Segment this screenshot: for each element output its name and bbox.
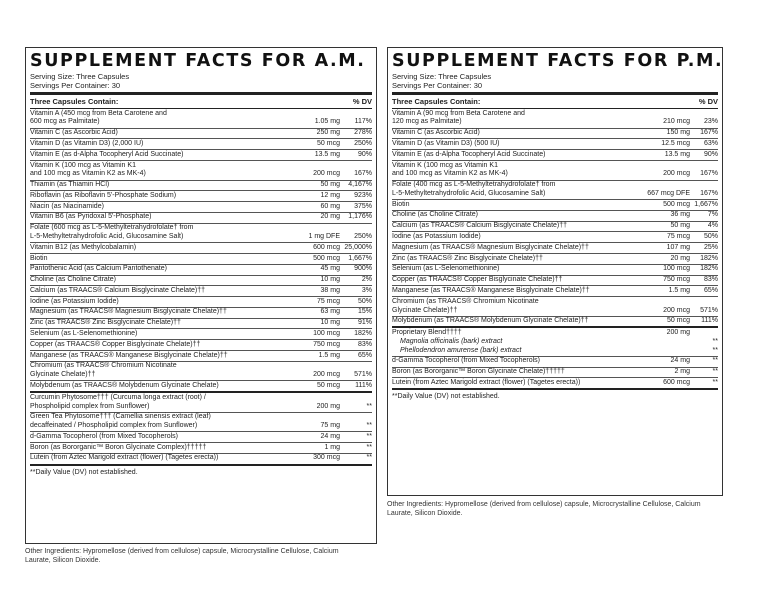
nutrient-name bbox=[30, 330, 288, 339]
nutrient-name-text: Biotin bbox=[30, 254, 48, 262]
nutrient-daily-value: 90% bbox=[357, 150, 372, 158]
nutrient-name-text: Lutein (from Aztec Marigold extract (flower) (Tagetes erecta)) bbox=[392, 379, 581, 386]
nutrient-amount: 24 mg bbox=[320, 432, 340, 440]
nutrient-daily-value: 50% bbox=[703, 233, 718, 241]
nutrient-name-text: Biotin bbox=[392, 200, 410, 208]
nutrient-name-text: Zinc (as TRAACS® Zinc Bisglycinate Chelate)†† bbox=[30, 319, 181, 327]
pm-header-label: Three Capsules Contain: bbox=[392, 97, 481, 106]
nutrient-name-text: Thiamin (as Thiamin HCl) bbox=[30, 181, 110, 189]
nutrient-daily-value: ** bbox=[366, 432, 372, 440]
nutrient-name-text: Lutein (from Aztec Marigold extract (flower) (Tagetes erecta)) bbox=[30, 454, 219, 462]
nutrient-row bbox=[30, 265, 372, 276]
nutrient-amount: 63 mg bbox=[320, 308, 340, 316]
nutrient-name-text: Iodine (as Potassium Iodide) bbox=[392, 233, 481, 241]
nutrient-row bbox=[392, 276, 718, 287]
nutrient-name bbox=[30, 341, 288, 350]
nutrient-daily-value: 83% bbox=[703, 276, 718, 284]
nutrient-name bbox=[392, 151, 634, 160]
nutrient-amount: 600 mcg bbox=[663, 379, 690, 386]
nutrient-row bbox=[392, 297, 718, 317]
nutrient-name-text: Vitamin D (as Vitamin D3) (2,000 IU) bbox=[30, 139, 144, 147]
nutrient-row bbox=[30, 213, 372, 224]
nutrient-amount: 12.5 mcg bbox=[661, 139, 690, 147]
nutrient-daily-value: 90% bbox=[703, 150, 718, 158]
nutrient-name bbox=[392, 211, 634, 220]
nutrient-amount: 100 mcg bbox=[663, 265, 690, 273]
nutrient-name-text: Folate (600 mcg as L-5-Methyltetrahydrofolate† from L-5-Methyltetrahydrofolic Acid, Glucosamine Salt) bbox=[30, 224, 194, 241]
am-panel-title: SUPPLEMENT FACTS FOR A.M. bbox=[30, 51, 366, 71]
pm-serving-size: Serving Size: Three Capsules bbox=[392, 72, 492, 81]
nutrient-amount: 12 mg bbox=[320, 191, 340, 199]
nutrient-daily-value: 65% bbox=[703, 286, 718, 294]
blend-ingredient: Phellodendron amurense (bark) extract bbox=[400, 346, 522, 354]
pm-header-dv: % DV bbox=[698, 97, 718, 106]
nutrient-amount: 1.5 mg bbox=[318, 351, 340, 359]
nutrient-amount: 38 mg bbox=[320, 286, 340, 294]
nutrient-name bbox=[30, 382, 288, 391]
nutrient-amount: 600 mcg bbox=[313, 243, 340, 251]
nutrient-amount: 750 mcg bbox=[313, 340, 340, 348]
nutrient-row bbox=[392, 328, 718, 356]
nutrient-daily-value: 4,167% bbox=[348, 181, 372, 189]
nutrient-row bbox=[30, 129, 372, 140]
nutrient-row bbox=[30, 161, 372, 181]
nutrient-daily-value: 4% bbox=[707, 222, 718, 230]
nutrient-name bbox=[30, 287, 288, 296]
nutrient-daily-value: 111% bbox=[701, 317, 718, 325]
nutrient-amount: 45 mg bbox=[320, 265, 340, 273]
nutrient-name-text: Magnesium (as TRAACS® Magnesium Bisglycinate Chelate)†† bbox=[30, 308, 227, 316]
nutrient-daily-value: 900% bbox=[354, 265, 372, 273]
nutrient-row bbox=[392, 357, 718, 368]
nutrient-amount: 20 mg bbox=[320, 213, 340, 221]
nutrient-name bbox=[392, 379, 634, 388]
nutrient-name-text: Boron (as Bororganic™ Boron Glycinate Chelate)††††† bbox=[392, 368, 565, 376]
pm-other-ingredients: Other Ingredients: Hypromellose (derived from cellulose) capsule, Microcrystalline Cellulose, Calcium Laurate, Silicon Dioxide. bbox=[387, 501, 701, 517]
nutrient-name bbox=[392, 255, 634, 264]
nutrient-row bbox=[392, 139, 718, 150]
nutrient-name-text: Chromium (as TRAACS® Chromium Nicotinate Glycinate Chelate)†† bbox=[392, 297, 539, 314]
nutrient-name bbox=[30, 181, 288, 190]
nutrient-name-text: Proprietary Blend†††† bbox=[392, 329, 462, 337]
nutrient-name-text: Green Tea Phytosome††† (Camellia sinensis extract (leaf) decaffeinated / Phospholipid complex from Sunflower) bbox=[30, 413, 211, 430]
nutrient-name bbox=[392, 201, 634, 210]
nutrient-daily-value: 250% bbox=[354, 233, 372, 241]
nutrient-name-text: Iodine (as Potassium Iodide) bbox=[30, 297, 119, 305]
nutrient-name bbox=[392, 181, 634, 199]
nutrient-name bbox=[30, 352, 288, 361]
nutrient-daily-value: 167% bbox=[354, 170, 372, 178]
nutrient-name bbox=[30, 192, 288, 201]
nutrient-row bbox=[30, 109, 372, 129]
nutrient-name-text: Choline (as Choline Citrate) bbox=[392, 211, 478, 219]
nutrient-row bbox=[392, 129, 718, 140]
nutrient-name-text: Pantothenic Acid (as Calcium Pantothenate) bbox=[30, 265, 167, 273]
nutrient-name-text: Calcium (as TRAACS® Calcium Bisglycinate Chelate)†† bbox=[30, 286, 206, 294]
nutrient-daily-value: 117% bbox=[354, 118, 372, 126]
nutrient-daily-value: 1,176% bbox=[348, 213, 372, 221]
pm-nutrient-table bbox=[392, 109, 718, 390]
nutrient-amount: 13.5 mg bbox=[314, 150, 340, 158]
am-supplement-facts-panel bbox=[25, 47, 377, 544]
nutrient-daily-value: 167% bbox=[700, 129, 718, 137]
nutrient-name bbox=[30, 362, 288, 380]
nutrient-row bbox=[30, 139, 372, 150]
nutrient-amount: 50 mcg bbox=[317, 381, 340, 389]
nutrient-daily-value: 25,000% bbox=[344, 243, 372, 251]
nutrient-amount: 500 mcg bbox=[313, 254, 340, 262]
nutrient-amount: 1 mg DFE bbox=[308, 233, 340, 241]
nutrient-name-text: Molybdenum (as TRAACS® Molybdenum Glycinate Chelate) bbox=[30, 381, 219, 389]
nutrient-row bbox=[392, 378, 718, 390]
nutrient-row bbox=[392, 222, 718, 233]
nutrient-name bbox=[30, 433, 288, 442]
nutrient-row bbox=[30, 454, 372, 466]
nutrient-row bbox=[392, 200, 718, 211]
nutrient-amount: 1.5 mg bbox=[668, 286, 690, 294]
nutrient-daily-value: 375% bbox=[354, 202, 372, 210]
nutrient-row bbox=[30, 297, 372, 308]
nutrient-row bbox=[30, 254, 372, 265]
nutrient-name-text: Choline (as Choline Citrate) bbox=[30, 276, 116, 284]
nutrient-name-text: Selenium (as L-Selenomethionine) bbox=[392, 265, 500, 273]
nutrient-daily-value: 65% bbox=[357, 351, 372, 359]
nutrient-amount: 200 mcg bbox=[663, 170, 690, 178]
nutrient-amount: 200 mg bbox=[316, 402, 340, 410]
nutrient-name bbox=[392, 265, 634, 274]
nutrient-daily-value: 23% bbox=[703, 118, 718, 126]
nutrient-name bbox=[30, 444, 288, 453]
nutrient-daily-value: ** bbox=[712, 357, 718, 365]
nutrient-daily-value: 250% bbox=[354, 139, 372, 147]
am-serving-size: Serving Size: Three Capsules bbox=[30, 72, 130, 81]
pm-supplement-facts-panel bbox=[387, 47, 723, 496]
am-header-dv: % DV bbox=[352, 97, 372, 106]
nutrient-row bbox=[30, 362, 372, 382]
nutrient-row bbox=[30, 381, 372, 393]
nutrient-name bbox=[392, 298, 634, 316]
nutrient-daily-value: 571% bbox=[354, 371, 372, 379]
nutrient-name bbox=[30, 213, 288, 222]
nutrient-daily-value: 182% bbox=[354, 330, 372, 338]
nutrient-daily-value: 83% bbox=[357, 340, 372, 348]
nutrient-amount: 50 mg bbox=[320, 181, 340, 189]
nutrient-daily-value: 25% bbox=[703, 243, 718, 251]
nutrient-amount: 10 mg bbox=[320, 319, 340, 327]
pm-footnote: **Daily Value (DV) not established. bbox=[392, 393, 500, 401]
nutrient-name-text: Copper (as TRAACS® Copper Bisglycinate Chelate)†† bbox=[392, 276, 563, 284]
am-servings-per-container: Servings Per Container: 30 bbox=[30, 81, 121, 90]
nutrient-name bbox=[392, 244, 634, 253]
nutrient-name-text: Manganese (as TRAACS® Manganese Bisglycinate Chelate)†† bbox=[392, 286, 590, 294]
nutrient-amount: 50 mcg bbox=[667, 317, 690, 325]
nutrient-amount: 250 mg bbox=[316, 129, 340, 137]
nutrient-amount: 1.05 mg bbox=[314, 118, 340, 126]
nutrient-name-text: d-Gamma Tocopherol (from Mixed Tocopherols) bbox=[30, 432, 178, 440]
nutrient-name bbox=[30, 276, 288, 285]
nutrient-row bbox=[30, 224, 372, 244]
nutrient-amount: 1 mg bbox=[324, 443, 340, 451]
nutrient-amount: 750 mcg bbox=[663, 276, 690, 284]
nutrient-amount: 50 mg bbox=[670, 222, 690, 230]
nutrient-daily-value: ** bbox=[366, 402, 372, 410]
nutrient-amount: 2 mg bbox=[674, 368, 690, 376]
nutrient-amount: 200 mcg bbox=[313, 371, 340, 379]
nutrient-name bbox=[30, 203, 288, 212]
nutrient-daily-value: 2% bbox=[361, 276, 372, 284]
pm-table-header bbox=[392, 95, 718, 109]
nutrient-name-text: Vitamin D (as Vitamin D3) (500 IU) bbox=[392, 139, 500, 147]
nutrient-daily-value: 167% bbox=[700, 189, 718, 197]
nutrient-row bbox=[30, 413, 372, 433]
nutrient-row bbox=[30, 150, 372, 161]
blend-ingredient: Magnolia officinalis (bark) extract bbox=[400, 337, 503, 345]
nutrient-name bbox=[30, 265, 288, 274]
nutrient-amount: 200 mcg bbox=[663, 306, 690, 314]
nutrient-daily-value: ** bbox=[366, 422, 372, 430]
nutrient-row bbox=[30, 319, 372, 330]
nutrient-name-text: Niacin (as Niacinamide) bbox=[30, 202, 104, 210]
nutrient-name-text: Curcumin Phytosome††† (Curcuma longa extract (root) / Phospholipid complex from Sunflower) bbox=[30, 393, 206, 410]
nutrient-row bbox=[30, 191, 372, 202]
am-other-ingredients: Other Ingredients: Hypromellose (derived from cellulose) capsule, Microcrystalline Cellulose, Calcium Laurate, Silicon Dioxide. bbox=[25, 548, 339, 564]
nutrient-row bbox=[30, 308, 372, 319]
nutrient-name-text: Molybdenum (as TRAACS® Molybdenum Glycinate Chelate)†† bbox=[392, 317, 589, 325]
nutrient-daily-value: 278% bbox=[354, 129, 372, 137]
nutrient-name bbox=[30, 244, 288, 253]
blend-ingredient-dv: ** bbox=[712, 346, 718, 354]
nutrient-amount: 75 mcg bbox=[667, 233, 690, 241]
nutrient-daily-value: 7% bbox=[707, 211, 718, 219]
nutrient-daily-value: ** bbox=[366, 454, 372, 462]
nutrient-amount: 10 mg bbox=[320, 276, 340, 284]
nutrient-name-text: Boron (as Bororganic™ Boron Glycinate Complex)††††† bbox=[30, 443, 207, 451]
nutrient-row bbox=[30, 181, 372, 192]
nutrient-amount: 20 mg bbox=[670, 254, 690, 262]
nutrient-name-text: Chromium (as TRAACS® Chromium Nicotinate Glycinate Chelate)†† bbox=[30, 362, 177, 379]
am-footnote: **Daily Value (DV) not established. bbox=[30, 468, 138, 476]
pm-panel-title: SUPPLEMENT FACTS FOR P.M. bbox=[392, 51, 724, 71]
nutrient-amount: 75 mcg bbox=[317, 297, 340, 305]
nutrient-name-text: Folate (400 mcg as L-5-Methyltetrahydrofolate† from L-5-Methyltetrahydrofolic Acid, Glucosamine Salt) bbox=[392, 181, 556, 197]
nutrient-name-text: Vitamin K (100 mcg as Vitamin K1 and 100 mcg as Vitamin K2 as MK-4) bbox=[392, 161, 508, 178]
nutrient-name bbox=[392, 287, 634, 296]
nutrient-daily-value: 571% bbox=[700, 306, 718, 314]
nutrient-name bbox=[30, 255, 288, 264]
nutrient-row bbox=[392, 181, 718, 201]
nutrient-name-text: Vitamin E (as d-Alpha Tocopheryl Acid Succinate) bbox=[30, 150, 184, 158]
blend-ingredient-dv: ** bbox=[712, 337, 718, 345]
nutrient-daily-value bbox=[690, 329, 718, 355]
nutrient-name bbox=[30, 298, 288, 307]
nutrient-name-text: Vitamin A (450 mcg from Beta Carotene and 600 mcg as Palmitate) bbox=[30, 109, 167, 126]
nutrient-name bbox=[30, 151, 288, 160]
nutrient-daily-value: 923% bbox=[354, 191, 372, 199]
nutrient-name bbox=[392, 129, 634, 138]
nutrient-amount: 60 mg bbox=[320, 202, 340, 210]
nutrient-row bbox=[392, 254, 718, 265]
nutrient-name bbox=[30, 413, 288, 431]
nutrient-name-text: Vitamin K (100 mcg as Vitamin K1 and 100 mcg as Vitamin K2 as MK-4) bbox=[30, 161, 146, 178]
nutrient-row bbox=[30, 340, 372, 351]
nutrient-name bbox=[392, 110, 634, 128]
nutrient-row bbox=[30, 443, 372, 454]
nutrient-row bbox=[30, 329, 372, 340]
nutrient-name bbox=[392, 162, 634, 180]
nutrient-name-text: Riboflavin (as Riboflavin 5'-Phosphate Sodium) bbox=[30, 191, 177, 199]
nutrient-daily-value: 63% bbox=[703, 139, 718, 147]
nutrient-row bbox=[392, 317, 718, 329]
am-nutrient-table bbox=[30, 109, 372, 466]
nutrient-daily-value: 1,667% bbox=[694, 200, 718, 208]
nutrient-name bbox=[392, 357, 634, 366]
nutrient-amount: 200 mcg bbox=[313, 170, 340, 178]
nutrient-daily-value: 1,667% bbox=[348, 254, 372, 262]
nutrient-row bbox=[392, 286, 718, 297]
nutrient-daily-value: 167% bbox=[700, 170, 718, 178]
nutrient-name-text: Vitamin E (as d-Alpha Tocopheryl Acid Succinate) bbox=[392, 150, 546, 158]
nutrient-name bbox=[30, 319, 288, 328]
nutrient-daily-value: ** bbox=[712, 368, 718, 376]
nutrient-row bbox=[392, 265, 718, 276]
nutrient-amount: 24 mg bbox=[670, 357, 690, 365]
nutrient-daily-value: 111% bbox=[355, 381, 372, 389]
nutrient-daily-value: 50% bbox=[357, 297, 372, 305]
nutrient-daily-value: ** bbox=[712, 379, 718, 386]
nutrient-row bbox=[392, 211, 718, 222]
nutrient-name bbox=[30, 308, 288, 317]
nutrient-amount: 75 mg bbox=[320, 422, 340, 430]
nutrient-name-text: Magnesium (as TRAACS® Magnesium Bisglycinate Chelate)†† bbox=[392, 243, 589, 251]
nutrient-name bbox=[392, 276, 634, 285]
nutrient-amount: 13.5 mg bbox=[664, 150, 690, 158]
nutrient-daily-value: 3% bbox=[361, 286, 372, 294]
nutrient-amount: 150 mg bbox=[666, 129, 690, 137]
nutrient-amount: 100 mcg bbox=[313, 330, 340, 338]
nutrient-name bbox=[30, 110, 288, 128]
nutrient-daily-value: 91% bbox=[357, 319, 372, 327]
nutrient-row bbox=[392, 368, 718, 379]
nutrient-amount: 210 mcg bbox=[663, 118, 690, 126]
nutrient-name bbox=[30, 394, 288, 412]
am-header-label: Three Capsules Contain: bbox=[30, 97, 119, 106]
nutrient-amount: 667 mcg DFE bbox=[647, 189, 690, 197]
nutrient-name bbox=[392, 233, 634, 242]
nutrient-name bbox=[30, 162, 288, 180]
nutrient-row bbox=[30, 202, 372, 213]
nutrient-daily-value: 15% bbox=[357, 308, 372, 316]
nutrient-row bbox=[30, 393, 372, 413]
nutrient-daily-value: ** bbox=[366, 443, 372, 451]
nutrient-row bbox=[30, 243, 372, 254]
nutrient-row bbox=[30, 286, 372, 297]
nutrient-row bbox=[30, 276, 372, 287]
nutrient-name-text: Vitamin B12 (as Methylcobalamin) bbox=[30, 243, 137, 251]
nutrient-row bbox=[392, 161, 718, 181]
nutrient-name-text: Zinc (as TRAACS® Zinc Bisglycinate Chelate)†† bbox=[392, 254, 543, 262]
nutrient-amount: 300 mcg bbox=[313, 454, 340, 462]
am-table-header bbox=[30, 95, 372, 109]
nutrient-daily-value: 182% bbox=[700, 254, 718, 262]
nutrient-name-text: Vitamin A (90 mcg from Beta Carotene and 120 mcg as Palmitate) bbox=[392, 109, 525, 126]
nutrient-name-text: Manganese (as TRAACS® Manganese Bisglycinate Chelate)†† bbox=[30, 351, 228, 359]
nutrient-name-text: Vitamin C (as Ascorbic Acid) bbox=[30, 129, 118, 137]
nutrient-name bbox=[392, 140, 634, 149]
nutrient-name-text: Calcium (as TRAACS® Calcium Bisglycinate Chelate)†† bbox=[392, 222, 568, 230]
nutrient-name bbox=[392, 329, 634, 355]
nutrient-name-text: Copper (as TRAACS® Copper Bisglycinate Chelate)†† bbox=[30, 340, 201, 348]
nutrient-name bbox=[30, 140, 288, 149]
pm-servings-per-container: Servings Per Container: 30 bbox=[392, 81, 483, 90]
nutrient-name bbox=[30, 224, 288, 242]
nutrient-row bbox=[392, 243, 718, 254]
nutrient-name-text: Selenium (as L-Selenomethionine) bbox=[30, 330, 138, 338]
nutrient-name bbox=[392, 222, 634, 231]
nutrient-amount: 36 mg bbox=[670, 211, 690, 219]
nutrient-name bbox=[30, 454, 288, 463]
nutrient-name bbox=[392, 368, 634, 377]
nutrient-name bbox=[30, 129, 288, 138]
nutrient-row bbox=[392, 150, 718, 161]
nutrient-amount: 50 mcg bbox=[317, 139, 340, 147]
nutrient-amount: 500 mcg bbox=[663, 200, 690, 208]
nutrient-amount: 200 mg bbox=[666, 329, 690, 337]
nutrient-name-text: Vitamin B6 (as Pyridoxal 5'-Phosphate) bbox=[30, 213, 152, 221]
nutrient-name-text: d-Gamma Tocopherol (from Mixed Tocopherols) bbox=[392, 357, 540, 365]
nutrient-row bbox=[30, 432, 372, 443]
nutrient-name bbox=[392, 317, 634, 326]
nutrient-row bbox=[392, 109, 718, 129]
nutrient-row bbox=[30, 351, 372, 362]
nutrient-name-text: Vitamin C (as Ascorbic Acid) bbox=[392, 129, 480, 137]
nutrient-row bbox=[392, 232, 718, 243]
nutrient-daily-value: 182% bbox=[700, 265, 718, 273]
nutrient-amount: 107 mg bbox=[666, 243, 690, 251]
